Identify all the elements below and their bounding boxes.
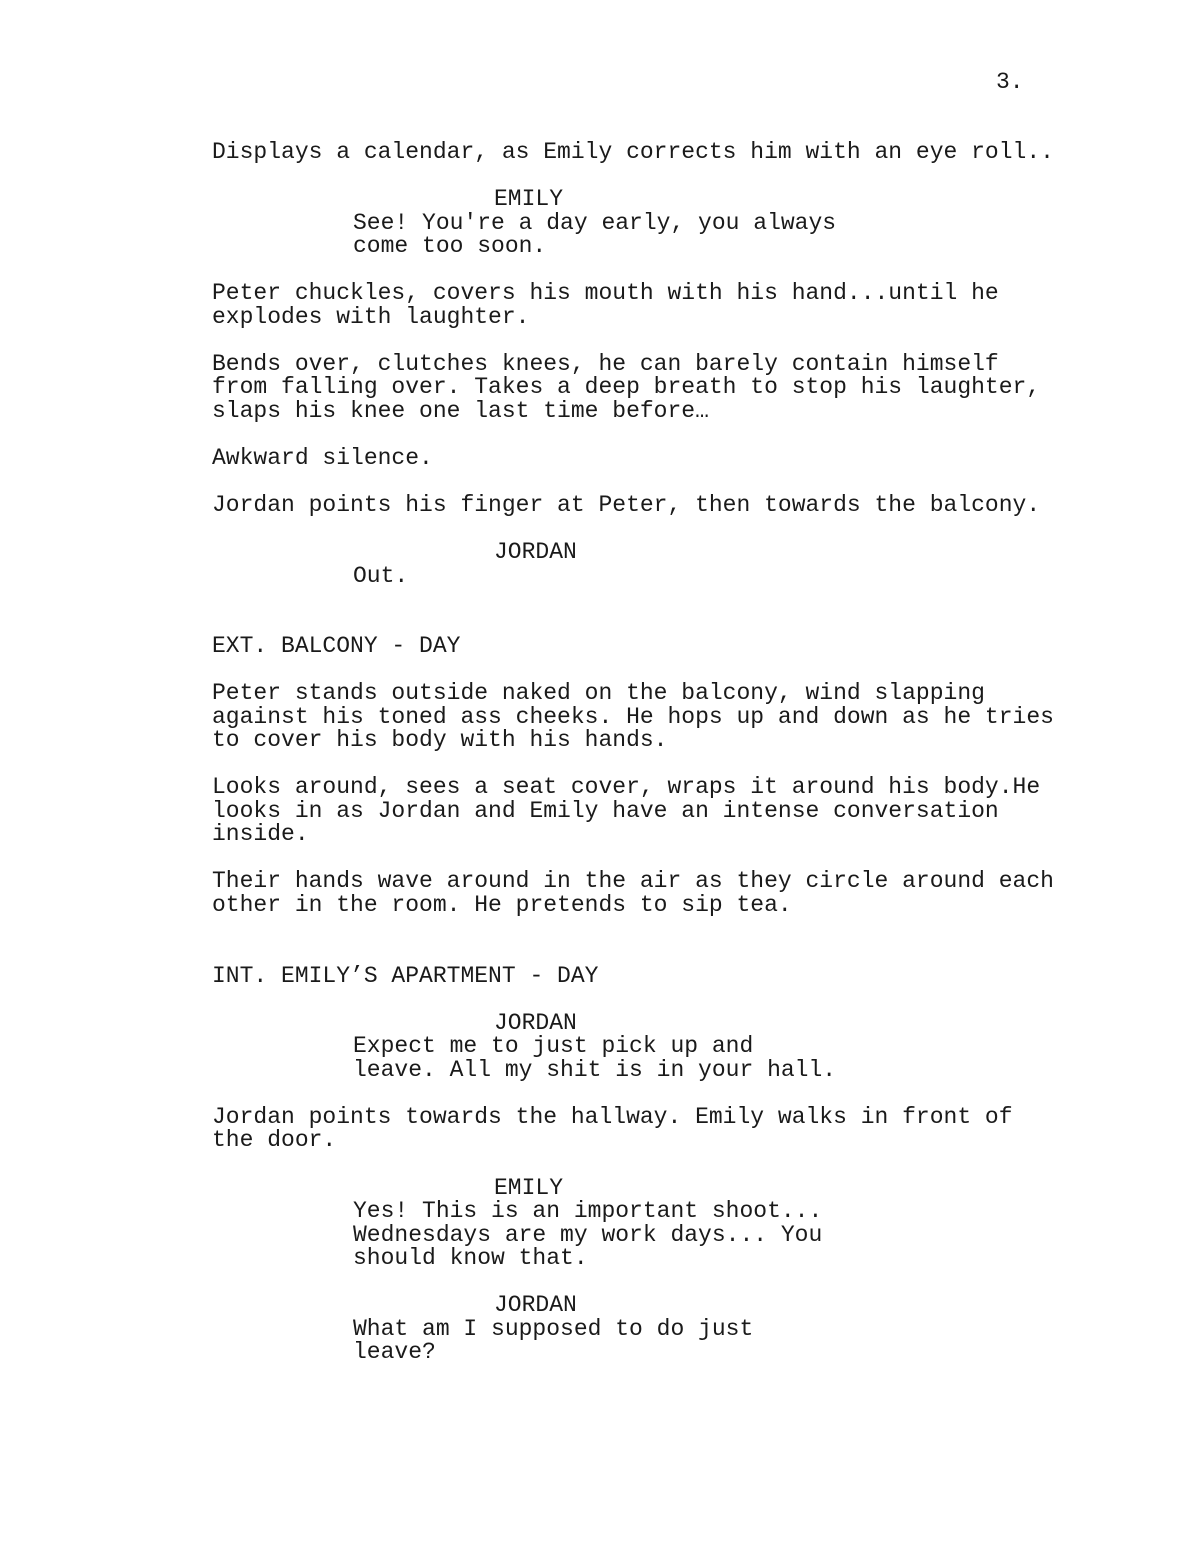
dialogue-line: Wednesdays are my work days... You — [353, 1222, 823, 1248]
page-number: 3. — [996, 69, 1024, 95]
scene-heading: INT. EMILY’S APARTMENT - DAY — [212, 963, 599, 989]
dialogue-line: come too soon. — [353, 233, 547, 259]
dialogue-line: should know that. — [353, 1245, 588, 1271]
action-line: Awkward silence. — [212, 445, 433, 471]
action-line: Peter stands outside naked on the balcony, wind slapping — [212, 680, 985, 706]
dialogue-line: Yes! This is an important shoot... — [353, 1198, 823, 1224]
action-line: the door. — [212, 1127, 337, 1153]
action-line: from falling over. Takes a deep breath to stop his laughter, — [212, 374, 1041, 400]
action-line: Looks around, sees a seat cover, wraps it around his body.He — [212, 774, 1041, 800]
action-line: Jordan points towards the hallway. Emily walks in front of — [212, 1104, 1013, 1130]
dialogue-line: leave. All my shit is in your hall. — [353, 1057, 837, 1083]
dialogue-line: See! You're a day early, you always — [353, 210, 837, 236]
action-line: looks in as Jordan and Emily have an intense conversation — [212, 798, 999, 824]
action-line: against his toned ass cheeks. He hops up and down as he tries — [212, 704, 1054, 730]
action-line: other in the room. He pretends to sip tea. — [212, 892, 792, 918]
action-line: to cover his body with his hands. — [212, 727, 668, 753]
action-line: Displays a calendar, as Emily corrects him with an eye roll.. — [212, 139, 1054, 165]
action-line: Peter chuckles, covers his mouth with his hand...until he — [212, 280, 999, 306]
action-line: inside. — [212, 821, 309, 847]
scene-heading: EXT. BALCONY - DAY — [212, 633, 461, 659]
dialogue-line: What am I supposed to do just — [353, 1316, 754, 1342]
dialogue-line: Out. — [353, 563, 409, 589]
action-line: Bends over, clutches knees, he can barely contain himself — [212, 351, 999, 377]
character-name: JORDAN — [494, 539, 577, 565]
dialogue-line: leave? — [353, 1339, 436, 1365]
action-line: slaps his knee one last time before… — [212, 398, 709, 424]
action-line: Jordan points his finger at Peter, then towards the balcony. — [212, 492, 1041, 518]
action-line: Their hands wave around in the air as they circle around each — [212, 868, 1054, 894]
action-line: explodes with laughter. — [212, 304, 530, 330]
character-name: JORDAN — [494, 1292, 577, 1318]
dialogue-line: Expect me to just pick up and — [353, 1033, 754, 1059]
character-name: JORDAN — [494, 1010, 577, 1036]
character-name: EMILY — [494, 186, 564, 212]
character-name: EMILY — [494, 1175, 564, 1201]
